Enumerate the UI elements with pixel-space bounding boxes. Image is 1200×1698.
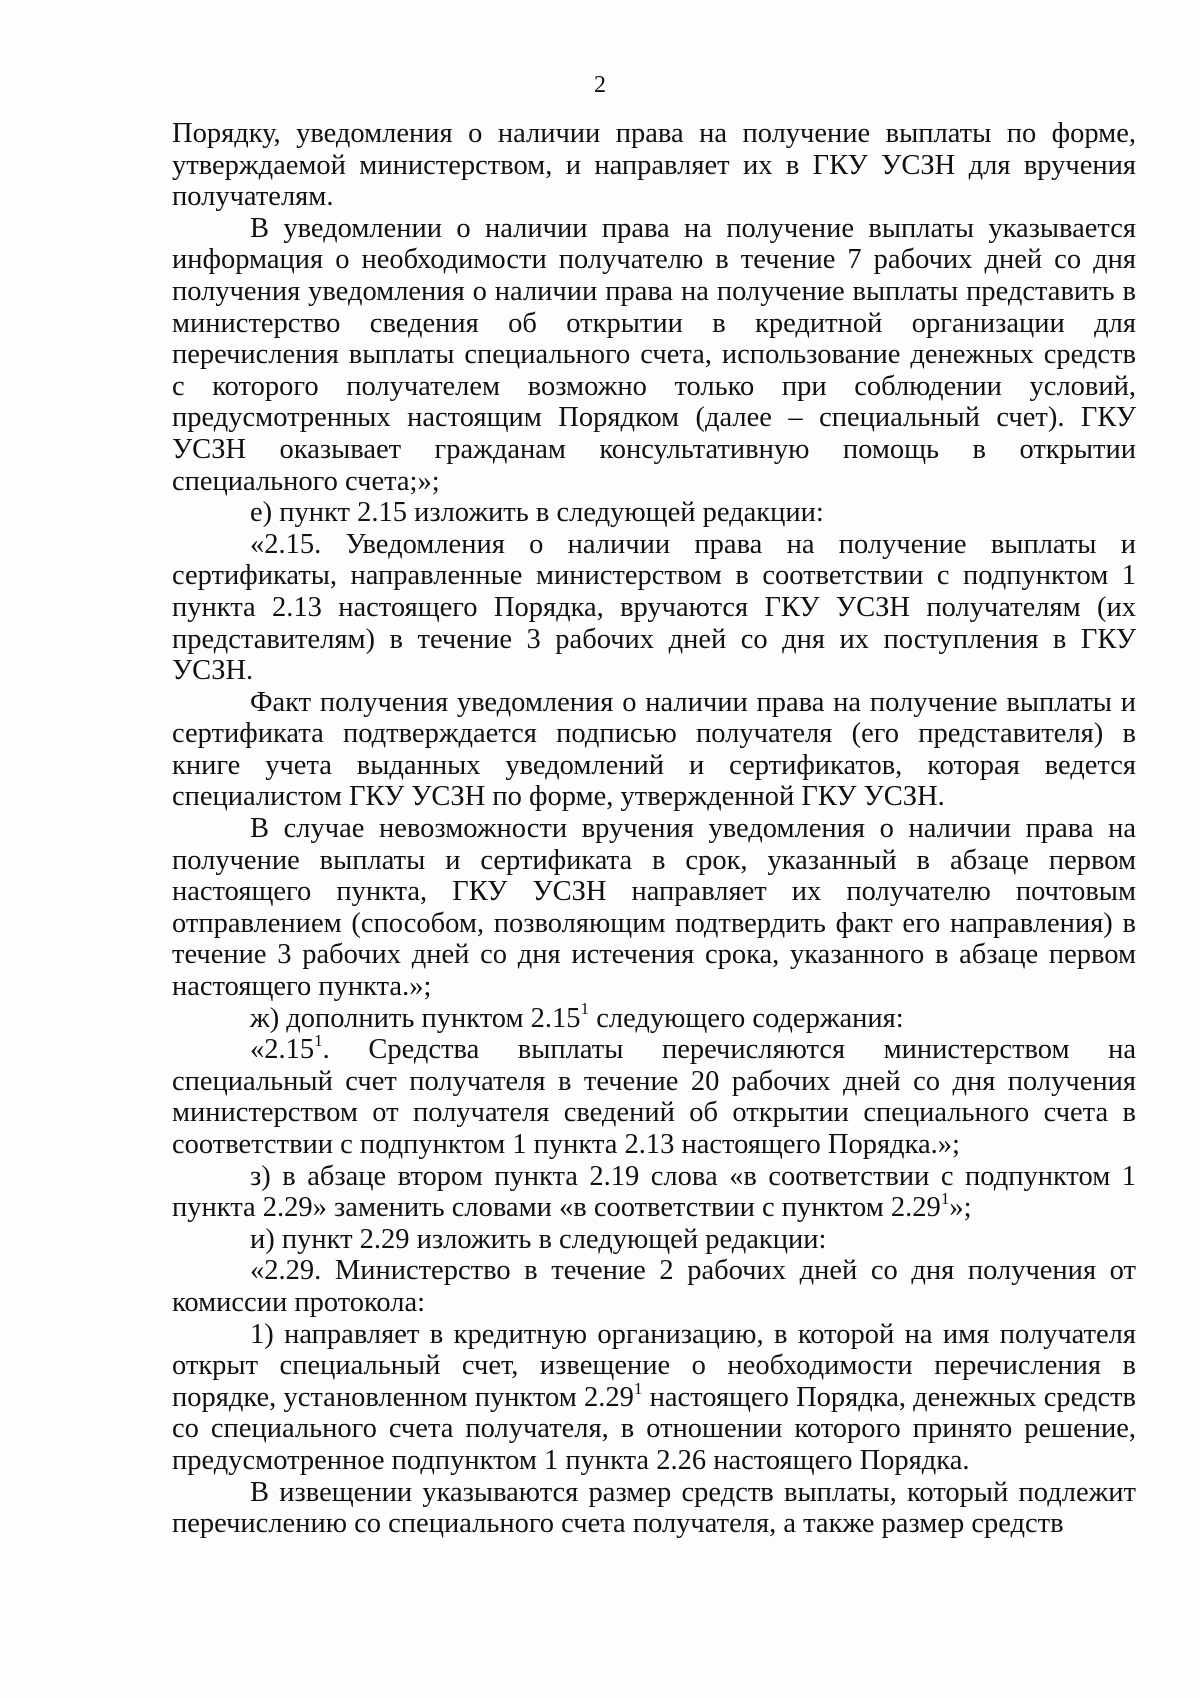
paragraph-12: 1) направляет в кредитную организацию, в которой на имя получателя открыт специальный счет, извещение о необходимости перечисления в порядке, установленном пунктом 2.29$^1$ настоящего Порядка, денежных средств со специального счета получателя, в отношении которого принято решение, предусмотренное подпунктом 1 пункта 2.26 настоящего Порядка.: [172, 1318, 1136, 1476]
paragraph-9: з) в абзаце втором пункта 2.19 слова «в соответствии с подпунктом 1 пункта 2.29» заменить словами «в соответствии с пунктом 2.29$^1$»;: [172, 1160, 1136, 1224]
superscript: 1: [314, 1031, 323, 1051]
document-body: [172, 118, 1136, 1540]
superscript: 1: [940, 1188, 950, 1208]
superscript: 1: [580, 999, 590, 1019]
paragraph-10: и) пункт 2.29 изложить в следующей редакции:: [250, 1223, 827, 1255]
paragraph-1: Порядку, уведомления о наличии права на получение выплаты по форме, утверждаемой министерством, и направляет их в ГКУ УСЗН для вручения получателям.: [172, 118, 1136, 213]
paragraph-6: В случае невозможности вручения уведомления о наличии права на получение выплаты и сертификата в срок, указанный в абзаце первом настоящего пункта, ГКУ УСЗН направляет их получателю почтовым отправлением (способом, позволяющим подтвердить факт его направления) в течение 3 рабочих дней со дня истечения срока, указанного в абзаце первом настоящего пункта.»;: [172, 813, 1136, 1003]
paragraph-11: «2.29. Министерство в течение 2 рабочих дней со дня получения от комиссии протокола:: [172, 1255, 1136, 1318]
paragraph-4: «2.15. Уведомления о наличии права на получение выплаты и сертификаты, направленные министерством в соответствии с подпунктом 1 пункта 2.13 настоящего Порядка, вручаются ГКУ УСЗН получателям (их представителям) в течение 3 рабочих дней со дня их поступления в ГКУ УСЗН.: [172, 528, 1136, 687]
paragraph-5: Факт получения уведомления о наличии права на получение выплаты и сертификата подтверждается подписью получателя (его представителя) в книге учета выданных уведомлений и сертификатов, которая ведется специалистом ГКУ УСЗН по форме, утвержденной ГКУ УСЗН.: [172, 686, 1136, 813]
superscript: 1: [633, 1378, 643, 1398]
paragraph-7: ж) дополнить пунктом 2.15$^1$ следующего содержания:: [250, 999, 904, 1034]
page-number: 2: [594, 72, 606, 98]
paragraph-3: е) пункт 2.15 изложить в следующей редакции:: [250, 497, 824, 529]
paragraph-8: «2.15$^1$. Средства выплаты перечисляются министерством на специальный счет получателя в течение 20 рабочих дней со дня получения министерством от получателя сведений об открытии специального счета в соответствии с подпунктом 1 пункта 2.13 настоящего Порядка.»;: [172, 1031, 1136, 1160]
paragraph-13: В извещении указываются размер средств выплаты, который подлежит перечислению со специального счета получателя, а также размер средств: [172, 1476, 1136, 1540]
paragraph-2: В уведомлении о наличии права на получение выплаты указывается информация о необходимости получателю в течение 7 рабочих дней со дня получения уведомления о наличии права на получение выплаты представить в министерство сведения об открытии в кредитной организации для перечисления выплаты специального счета, использование денежных средств с которого получателем возможно только при соблюдении условий, предусмотренных настоящим Порядком (далее – специальный счет). ГКУ УСЗН оказывает гражданам консультативную помощь в открытии специального счета;»;: [172, 212, 1136, 497]
